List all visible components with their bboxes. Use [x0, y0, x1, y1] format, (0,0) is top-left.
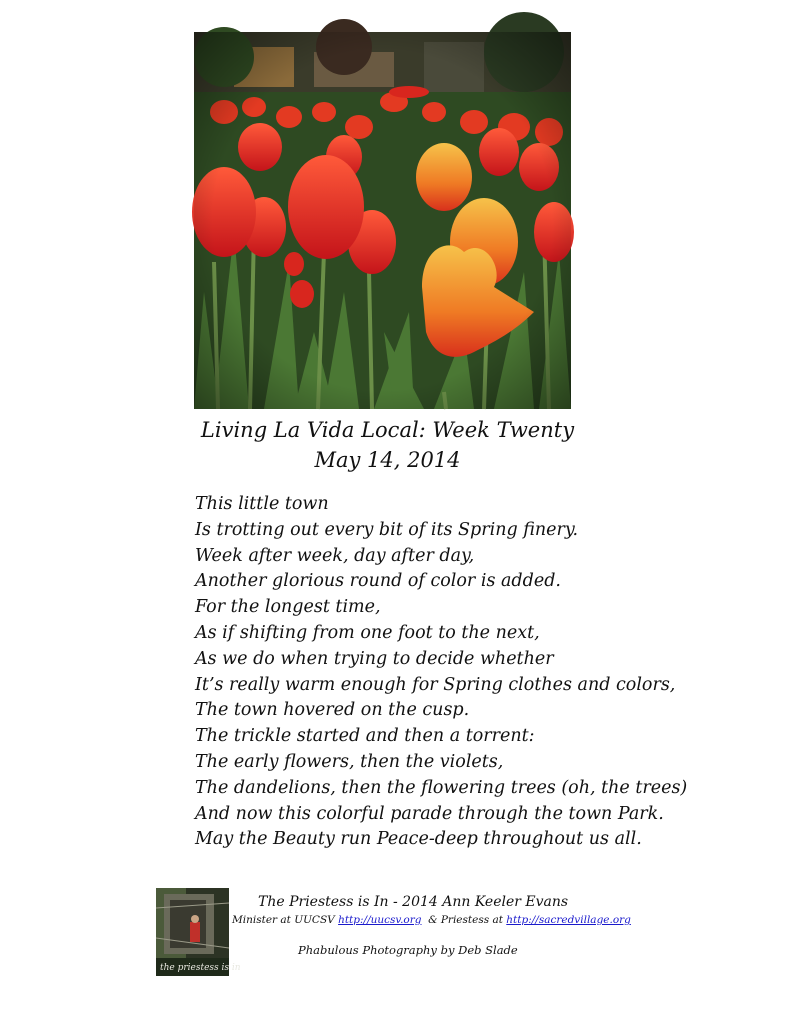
minister-label: Minister at UUCSV	[232, 914, 339, 926]
poem-line: The early flowers, then the violets,	[195, 751, 504, 772]
poem-line: As if shifting from one foot to the next,	[195, 622, 540, 643]
poem-line: It’s really warm enough for Spring clothes and colors,	[195, 674, 676, 695]
poem-line: The town hovered on the cusp.	[195, 700, 470, 721]
photo-credit: Phabulous Photography by Deb Slade	[298, 943, 518, 957]
footer-contact	[232, 914, 631, 926]
uucsv-link[interactable]: http://uucsv.org	[338, 914, 422, 926]
page-date: May 14, 2014	[314, 448, 461, 472]
tulip-photo	[194, 32, 571, 409]
footer-title: The Priestess is In - 2014 Ann Keeler Evans	[258, 894, 569, 910]
poem-line: May the Beauty run Peace-deep throughout us all.	[195, 829, 642, 850]
thumbnail-caption: the priestess is in	[160, 963, 241, 973]
priestess-label: & Priestess at	[421, 914, 507, 926]
poem-line: For the longest time,	[195, 597, 381, 618]
poem-line: Is trotting out every bit of its Spring finery.	[195, 519, 579, 540]
poem-line: Week after week, day after day,	[195, 545, 475, 566]
priestess-thumbnail	[156, 888, 241, 976]
poem	[195, 492, 775, 853]
sacredvillage-link[interactable]: http://sacredvillage.org	[506, 914, 631, 926]
poem-line: And now this colorful parade through the town Park.	[195, 803, 664, 824]
poem-line: The dandelions, then the flowering trees (oh, the trees)	[195, 777, 688, 798]
page-title: Living La Vida Local: Week Twenty	[200, 418, 575, 442]
poem-line: Another glorious round of color is added.	[195, 571, 561, 592]
poem-line: The trickle started and then a torrent:	[195, 726, 535, 747]
poem-line: This little town	[195, 494, 329, 514]
poem-line: As we do when trying to decide whether	[195, 648, 554, 669]
